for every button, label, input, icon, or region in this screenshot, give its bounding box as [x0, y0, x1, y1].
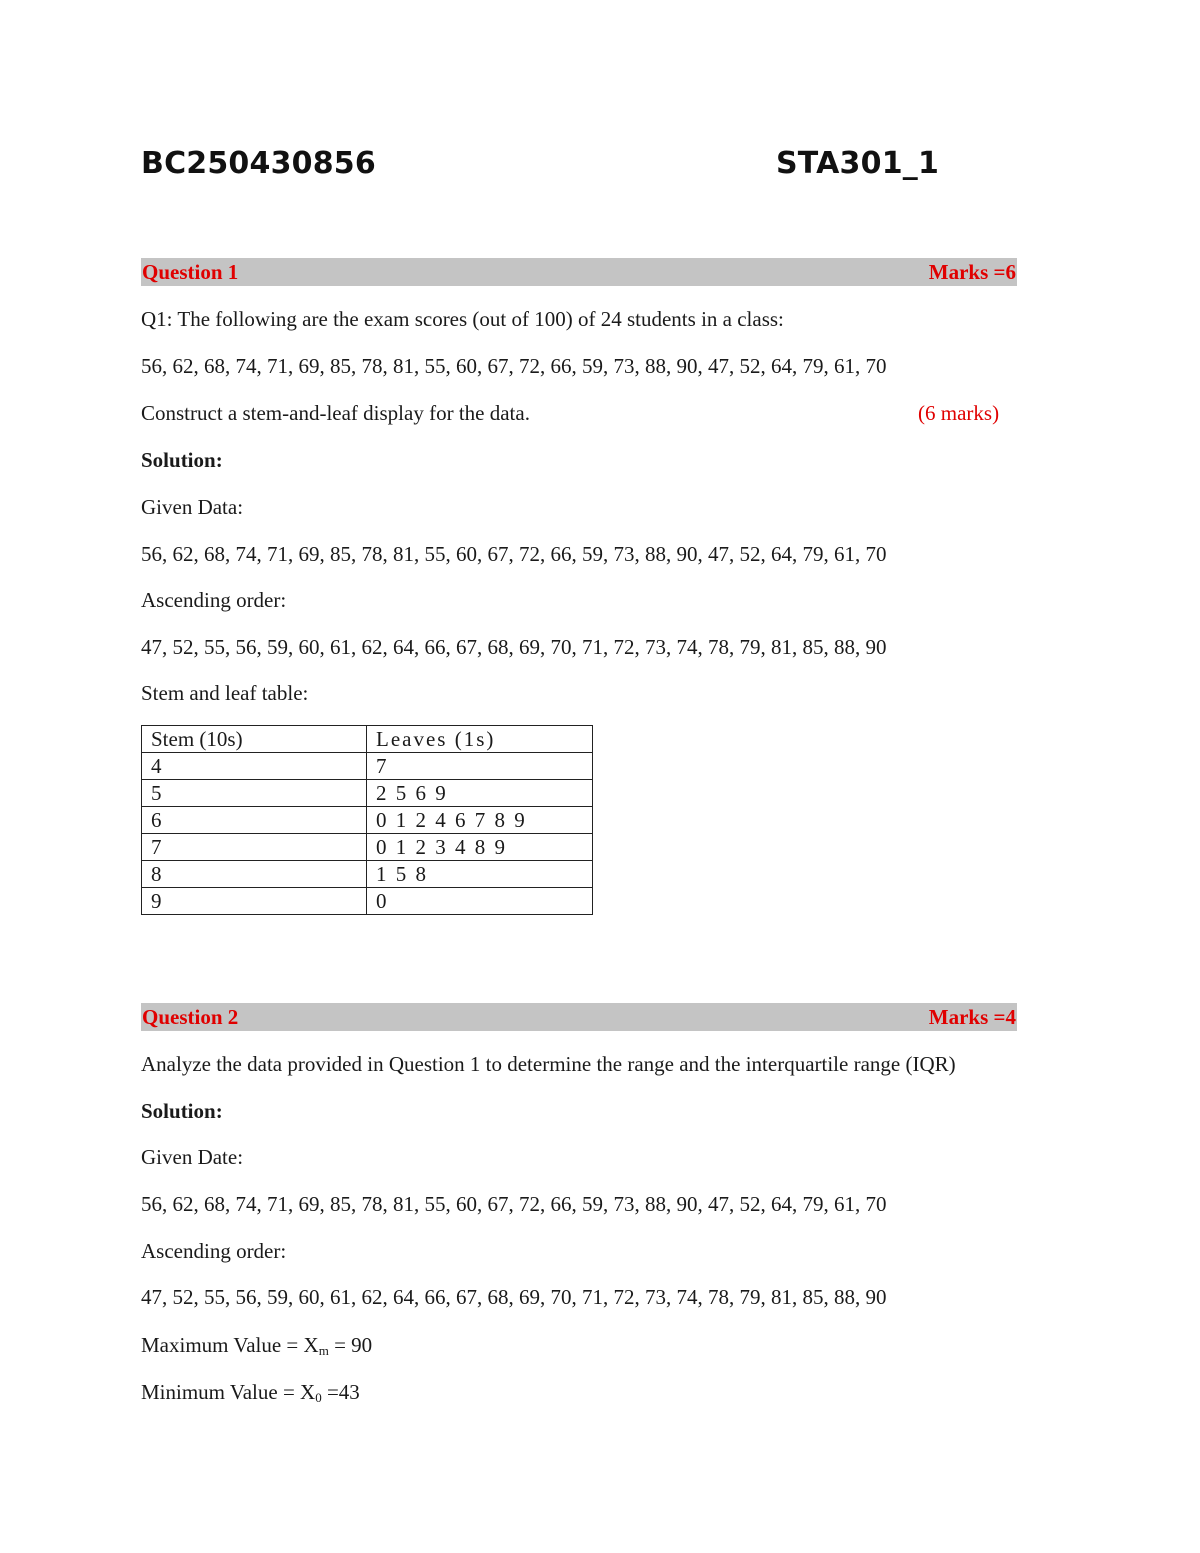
question-1-marks: Marks =6 [928, 260, 1016, 284]
q2-min-value-line [141, 1378, 360, 1412]
q2-given-data: 56, 62, 68, 74, 71, 69, 85, 78, 81, 55, 60, 67, 72, 66, 59, 73, 88, 90, 47, 52, 64, 79, 61, 70 [141, 1192, 887, 1216]
q2-ascending-label: Ascending order: [141, 1239, 287, 1263]
header-leaves: Leaves (1s) [367, 726, 593, 753]
leaves-cell: 7 [367, 753, 593, 780]
q1-ascending-data: 47, 52, 55, 56, 59, 60, 61, 62, 64, 66, 67, 68, 69, 70, 71, 72, 73, 74, 78, 79, 81, 85, 88, 90 [141, 635, 887, 659]
q1-given-data: 56, 62, 68, 74, 71, 69, 85, 78, 81, 55, 60, 67, 72, 66, 59, 73, 88, 90, 47, 52, 64, 79, 61, 70 [141, 542, 887, 566]
max-value: = 90 [334, 1333, 373, 1357]
leaves-cell: 0 1 2 4 6 7 8 9 [367, 807, 593, 834]
table-row [142, 861, 593, 888]
table-row [142, 888, 593, 915]
max-label: Maximum Value = X [141, 1333, 319, 1357]
q2-max-value-line [141, 1331, 372, 1365]
leaves-cell: 0 1 2 3 4 8 9 [367, 834, 593, 861]
table-row [142, 807, 593, 834]
min-label: Minimum Value = X [141, 1380, 316, 1404]
table-row [142, 834, 593, 861]
stem-cell: 9 [142, 888, 367, 915]
stem-cell: 5 [142, 780, 367, 807]
q1-solution-label: Solution: [141, 448, 223, 472]
question-2-marks: Marks =4 [928, 1005, 1016, 1029]
stem-leaf-table [141, 725, 593, 915]
q2-ascending-data: 47, 52, 55, 56, 59, 60, 61, 62, 64, 66, 67, 68, 69, 70, 71, 72, 73, 74, 78, 79, 81, 85, 88, 90 [141, 1285, 887, 1309]
question-1-title: Question 1 [142, 260, 239, 284]
stem-cell: 6 [142, 807, 367, 834]
table-header-row [142, 726, 593, 753]
leaves-cell: 0 [367, 888, 593, 915]
stem-cell: 8 [142, 861, 367, 888]
q1-task: Construct a stem-and-leaf display for the data. [141, 401, 530, 425]
q1-task-marks: (6 marks) [918, 401, 1000, 425]
table-row [142, 780, 593, 807]
q2-prompt: Analyze the data provided in Question 1 to determine the range and the interquartile range (IQR) [141, 1052, 956, 1076]
max-subscript: m [318, 1343, 329, 1358]
table-row [142, 753, 593, 780]
min-value: =43 [326, 1380, 360, 1404]
question-2-title: Question 2 [142, 1005, 239, 1029]
header-stem: Stem (10s) [142, 726, 367, 753]
course-code: STA301_1 [776, 146, 940, 181]
q2-given-label: Given Date: [141, 1145, 244, 1169]
student-id: BC250430856 [141, 146, 376, 181]
question-2-bar [141, 1003, 1017, 1031]
leaves-cell: 1 5 8 [367, 861, 593, 888]
q1-ascending-label: Ascending order: [141, 588, 287, 612]
q1-given-label: Given Data: [141, 495, 244, 519]
leaves-cell: 2 5 6 9 [367, 780, 593, 807]
stem-cell: 4 [142, 753, 367, 780]
question-1-bar [141, 258, 1017, 286]
q1-table-label: Stem and leaf table: [141, 681, 309, 705]
q1-data: 56, 62, 68, 74, 71, 69, 85, 78, 81, 55, 60, 67, 72, 66, 59, 73, 88, 90, 47, 52, 64, 79, 61, 70 [141, 354, 887, 378]
min-subscript: 0 [315, 1390, 322, 1405]
q2-solution-label: Solution: [141, 1099, 223, 1123]
stem-cell: 7 [142, 834, 367, 861]
q1-prompt: Q1: The following are the exam scores (out of 100) of 24 students in a class: [141, 307, 784, 331]
